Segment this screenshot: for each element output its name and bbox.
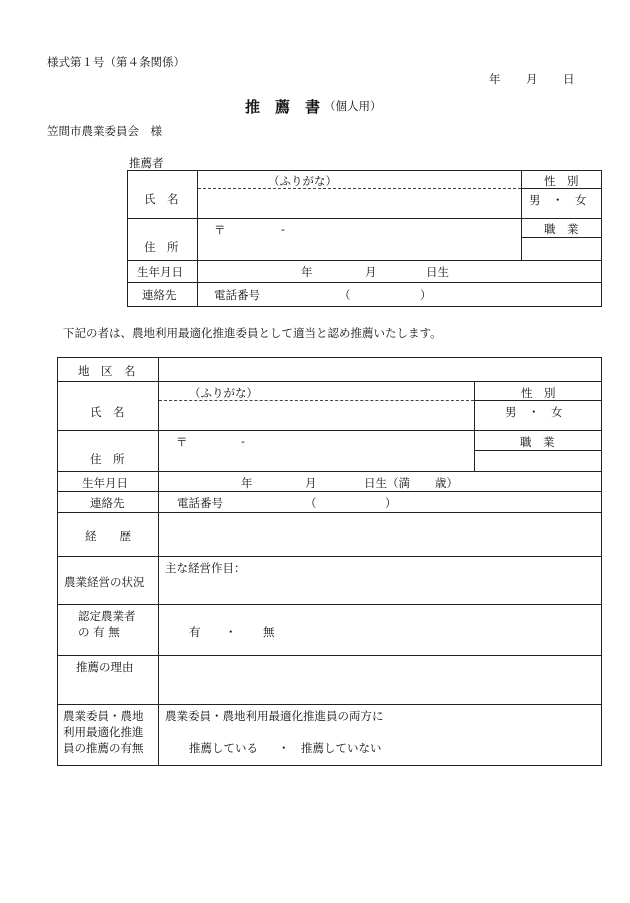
recommender-name-label: 氏 名 [144,192,179,206]
document-subtitle: （個人用） [324,99,382,113]
candidate-dual-label-1: 農業委員・農地 [63,709,144,723]
candidate-phone-label: 電話番号 [177,496,223,510]
recommender-birth-day: 日生 [426,265,449,279]
addressee: 笠間市農業委員会 様 [47,124,162,138]
candidate-dual-option-yes: 推薦している [189,741,258,755]
candidate-certified-no: 無 [263,625,275,639]
candidate-job-label: 職 業 [520,435,555,449]
candidate-reason-label: 推薦の理由 [76,660,134,674]
recommender-job-label: 職 業 [544,222,579,236]
candidate-birth-day: 日生（満 [364,476,410,490]
candidate-career-label: 経 歴 [85,529,131,543]
recommender-section-label: 推薦者 [129,156,164,170]
date-year: 年 [489,72,501,86]
recommender-gender-value: 男 ・ 女 [529,193,587,207]
candidate-farm-status-label: 農業経営の状況 [64,575,145,589]
candidate-dual-label-3: 員の推薦の有無 [63,741,144,755]
recommender-gender-label: 性 別 [544,174,579,188]
candidate-birth-label: 生年月日 [82,476,128,490]
candidate-dual-dot: ・ [278,741,290,755]
recommender-postal-dash: - [281,222,285,236]
recommender-phone-label: 電話番号 [214,288,260,302]
candidate-birth-age: 歳） [435,476,458,490]
candidate-birth-year: 年 [241,476,253,490]
recommendation-statement: 下記の者は、農地利用最適化推進委員として適当と認め推薦いたします。 [63,326,442,340]
candidate-furigana-label: （ふりがな） [189,386,258,400]
candidate-certified-label-1: 認定農業者 [78,609,136,623]
candidate-phone-open: （ [305,496,317,510]
candidate-certified-label-2: の 有 無 [78,625,120,639]
candidate-name-label: 氏 名 [90,405,125,419]
recommender-contact-label: 連絡先 [142,288,177,302]
candidate-dual-text: 農業委員・農地利用最適化推進員の両方に [165,709,384,723]
candidate-contact-label: 連絡先 [90,496,125,510]
candidate-gender-label: 性 別 [521,386,556,400]
candidate-postal-dash: - [241,434,245,448]
candidate-certified-dot: ・ [225,625,237,639]
recommender-furigana-label: （ふりがな） [268,174,337,188]
candidate-dual-option-no: 推薦していない [301,741,382,755]
recommender-birth-year: 年 [301,265,313,279]
candidate-main-crops-label: 主な経営作目： [165,561,246,575]
recommender-birth-month: 月 [365,265,377,279]
candidate-birth-month: 月 [305,476,317,490]
candidate-postal-mark: 〒 [176,435,188,449]
candidate-certified-yes: 有 [189,625,201,639]
candidate-dual-label-2: 利用最適化推進 [63,725,144,739]
candidate-gender-value: 男 ・ 女 [505,405,563,419]
recommender-phone-close: ） [420,288,432,302]
candidate-address-label: 住 所 [90,452,125,466]
candidate-district-label: 地 区 名 [78,364,136,378]
document-title: 推 薦 書 [245,98,321,116]
recommender-postal-mark: 〒 [214,223,226,237]
recommender-address-label: 住 所 [144,240,179,254]
date-day: 日 [563,72,575,86]
candidate-phone-close: ） [385,496,397,510]
date-month: 月 [526,72,538,86]
form-number: 様式第１号（第４条関係） [47,55,185,69]
recommender-birth-label: 生年月日 [137,265,183,279]
recommender-phone-open: （ [339,288,351,302]
